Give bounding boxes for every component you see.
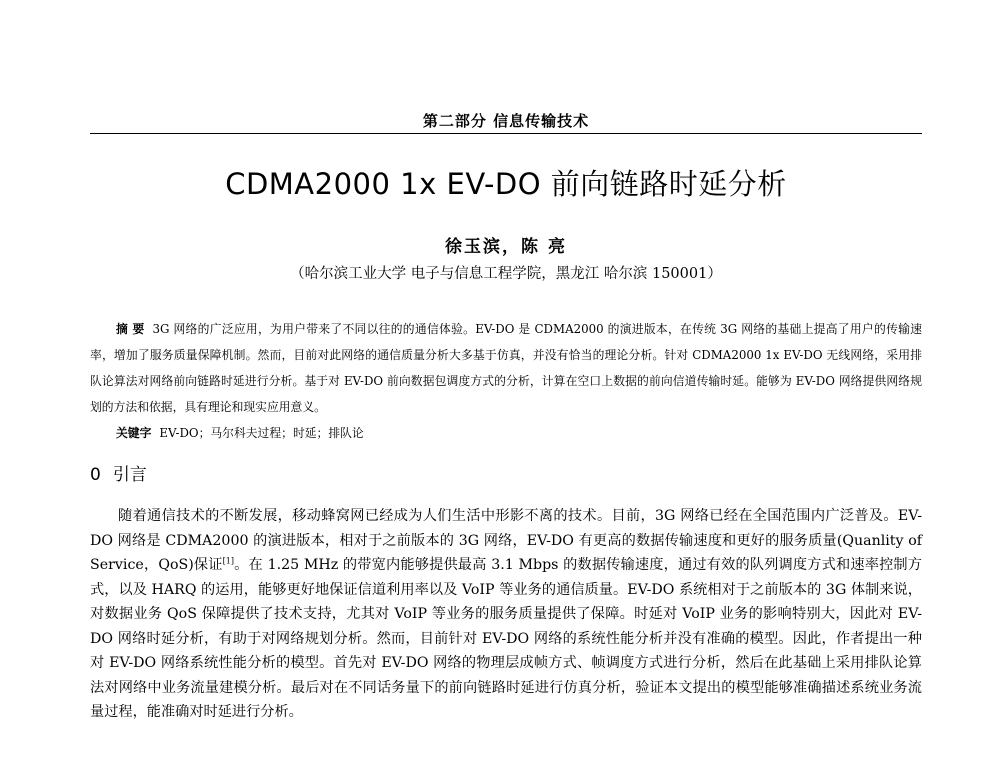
paper-title: CDMA2000 1x EV-DO 前向链路时延分析	[225, 167, 787, 201]
running-header: 第二部分 信息传输技术	[422, 112, 590, 130]
abstract-label: 摘 要	[116, 322, 145, 336]
body-text-part1: 随着通信技术的不断发展，移动蜂窝网已经成为人们生活中形影不离的技术。目前，3G 网络已经在全国范围内广泛普及。EV-DO 网络是 CDMA2000 的演进版本，相对于之前版本的 3G 网络，EV-DO 有更高的数据传输速度和更好的服务质量(Quanlity of Service，QoS)保证	[90, 508, 922, 573]
section-number: 0	[90, 465, 101, 485]
section-heading	[90, 460, 147, 485]
paper-affiliation: （哈尔滨工业大学 电子与信息工程学院，黑龙江 哈尔滨 150001）	[290, 266, 722, 282]
keywords	[90, 420, 922, 446]
abstract	[90, 316, 922, 420]
citation-ref[interactable]: [1]	[222, 556, 234, 566]
paper-authors: 徐玉滨，陈 亮	[445, 237, 567, 257]
keywords-text: EV-DO；马尔科夫过程；时延；排队论	[159, 426, 364, 440]
body-paragraph	[90, 504, 922, 725]
abstract-text: 3G 网络的广泛应用，为用户带来了不同以往的的通信体验。EV-DO 是 CDMA2000 的演进版本，在传统 3G 网络的基础上提高了用户的传输速率，增加了服务质量保障机制。然而，目前对此网络的通信质量分析大多基于仿真，并没有恰当的理论分析。针对 CDMA2000 1x EV-DO 无线网络，采用排队论算法对网络前向链路时延进行分析。基于对 EV-DO 前向数据包调度方式的分析，计算在空口上数据的前向信道传输时延。能够为 EV-DO 网络提供网络规划的方法和依据，具有理论和现实应用意义。	[90, 322, 922, 414]
section-title: 引言	[112, 465, 147, 485]
header-rule	[90, 133, 922, 134]
keywords-label: 关键字	[116, 426, 152, 440]
body-text-part2: 。在 1.25 MHz 的带宽内能够提供最高 3.1 Mbps 的数据传输速度，通过有效的队列调度方式和速率控制方式，以及 HARQ 的运用，能够更好地保证信道利用率以及 VoIP 等业务的通信质量。EV-DO 系统相对于之前版本的 3G 体制来说，对数据业务 QoS 保障提供了技术支持，尤其对 VoIP 等业务的服务质量提供了保障。时延对 VoIP 业务的影响特别大，因此对 EV-DO 网络时延分析，有助于对网络规划分析。然而，目前针对 EV-DO 网络的系统性能分析并没有准确的模型。因此，作者提出一种对 EV-DO 网络系统性能分析的模型。首先对 EV-DO 网络的物理层成帧方式、帧调度方式进行分析，然后在此基础上采用排队论算法对网络中业务流量建模分析。最后对在不同话务量下的前向链路时延进行仿真分析，验证本文提出的模型能够准确描述系统业务流量过程，能准确对时延进行分析。	[90, 557, 922, 720]
